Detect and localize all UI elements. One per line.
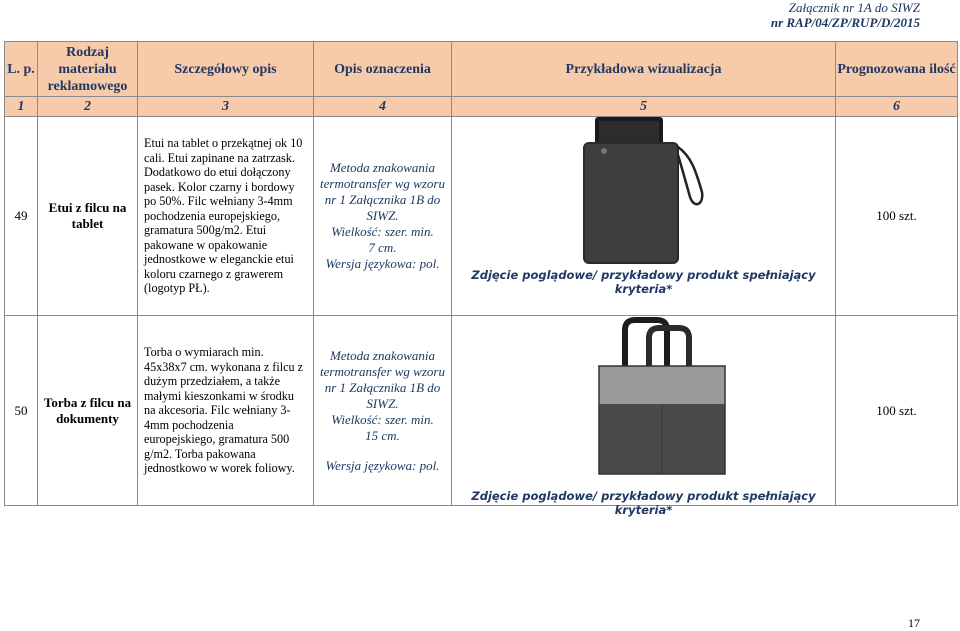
col-header-marking: Opis oznaczenia [314, 42, 452, 97]
quantity: 100 szt. [836, 316, 958, 506]
visualization-cell [452, 117, 836, 316]
column-number-row [5, 97, 958, 117]
col-header-lp: L. p. [5, 42, 38, 97]
product-table [4, 41, 958, 517]
col-number: 4 [314, 97, 452, 117]
document-bag-image [587, 316, 737, 481]
product-description: Torba o wymiarach min. 45x38x7 cm. wykonana z filcu z dużym przedziałem, a także małymi kieszonkami w środku na akcesoria. Filc wełniany 3-4mm pochodzenia europejskiego, gramatura 500 g/m2. Torba pakowana jednostkowo w worek foliowy. [138, 316, 314, 506]
visualization-caption: Zdjęcie poglądowe/ przykładowy produkt spełniający kryteria* [471, 268, 816, 296]
col-header-visualization: Przykładowa wizualizacja [452, 42, 836, 97]
annex-label: Załącznik nr 1A do SIWZ [788, 0, 920, 15]
document-header [771, 0, 920, 30]
col-number: 2 [38, 97, 138, 117]
marking-description [314, 117, 452, 316]
table-row [5, 316, 958, 506]
table-row [5, 117, 958, 316]
visualization-cell [452, 316, 836, 517]
col-header-material: Rodzaj materiału reklamowego [38, 42, 138, 97]
page-number: 17 [908, 616, 920, 630]
marking-size-label: Wielkość: szer. min. [331, 224, 434, 239]
marking-size-value: 7 cm. [368, 240, 397, 255]
row-lp: 49 [5, 117, 38, 316]
tablet-case-image [582, 117, 712, 277]
marking-description [314, 316, 452, 506]
row-lp: 50 [5, 316, 38, 506]
reference-number: nr RAP/04/ZP/RUP/D/2015 [770, 15, 920, 30]
marking-size-label: Wielkość: szer. min. [331, 411, 434, 427]
col-number: 1 [5, 97, 38, 117]
col-header-description: Szczegółowy opis [138, 42, 314, 97]
product-description: Etui na tablet o przekątnej ok 10 cali. Etui zapinane na zatrzask. Dodatkowo do etui dołączony pasek. Kolor czarny i bordowy po 50%. Filc wełniany 3-4mm pochodzenia europejskiego, gramatura 500g/m2. Etui pakowane w opakowanie jednostkowe w eleganckie etui koloru czarnego z grawerem (logotyp PŁ). [138, 117, 314, 316]
snap-button [601, 148, 607, 154]
marking-language: Wersja językowa: pol. [325, 457, 440, 473]
product-name: Etui z filcu na tablet [38, 117, 138, 316]
col-number: 6 [836, 97, 958, 117]
col-header-quantity: Prognozowana ilość [836, 42, 958, 97]
marking-language: Wersja językowa: pol. [325, 256, 440, 271]
marking-method: Metoda znakowania termotransfer wg wzoru nr 1 Załącznika 1B do SIWZ. [320, 347, 445, 411]
marking-method: Metoda znakowania termotransfer wg wzoru nr 1 Załącznika 1B do SIWZ. [320, 160, 445, 223]
quantity: 100 szt. [836, 117, 958, 316]
marking-size-value: 15 cm. [365, 427, 400, 443]
table-header-row [5, 42, 958, 97]
product-name: Torba z filcu na dokumenty [38, 316, 138, 506]
col-number: 5 [452, 97, 836, 117]
wrist-strap [678, 147, 702, 204]
felt-case [584, 143, 678, 263]
col-number: 3 [138, 97, 314, 117]
bag-top-band [599, 366, 725, 404]
visualization-caption: Zdjęcie poglądowe/ przykładowy produkt spełniający kryteria* [471, 489, 816, 517]
